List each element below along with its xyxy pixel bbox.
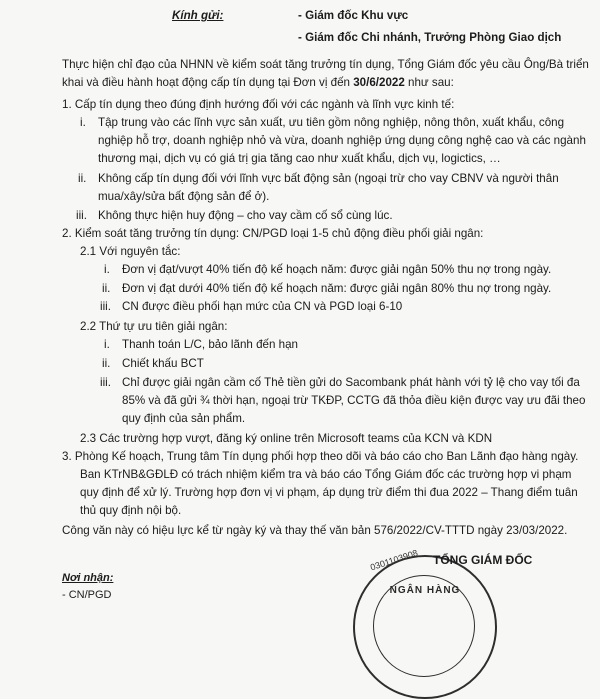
s1-i-line-2: nghiệp hỗ trợ, doanh nghiệp nhỏ và vừa, doanh nghiệp ứng dụng công nghệ cao và các ngành [98, 134, 586, 147]
s22-iii-line-1: Chỉ được giải ngân cầm cố Thẻ tiền gửi do Sacombank phát hành với tỷ lệ cho vay tối đa [122, 376, 580, 389]
recipient-2: - Giám đốc Chi nhánh, Trưởng Phòng Giao dịch [298, 31, 562, 44]
section-1-title: 1. Cấp tín dụng theo đúng định hướng đối với các ngành và lĩnh vực kinh tế: [62, 98, 455, 111]
s1-ii-line-2: mua/xây/sửa bất động sản để ở). [98, 190, 270, 203]
s21-iii: CN được điều phối hạn mức của CN và PGD loại 6-10 [122, 300, 403, 313]
intro-line-1: Thực hiện chỉ đạo của NHNN về kiểm soát tăng trưởng tín dụng, Tổng Giám đốc yêu cầu Ông/Bà triển [62, 58, 589, 71]
closing-line: Công văn này có hiệu lực kể từ ngày ký và thay thế văn bản 576/2022/CV-TTTD ngày 23/03/2022. [62, 524, 568, 537]
s22-title: 2.2 Thứ tự ưu tiên giải ngân: [80, 320, 228, 333]
s22-ii: Chiết khấu BCT [122, 357, 204, 370]
s21-ii-marker: ii. [102, 282, 111, 295]
s21-iii-marker: iii. [100, 300, 111, 313]
s22-iii-marker: iii. [100, 376, 111, 389]
s1-iii-line-1: Không thực hiện huy động – cho vay cầm cố sổ cùng lúc. [98, 209, 393, 222]
seal-code: 0301103908 [369, 547, 420, 573]
company-seal [353, 547, 497, 699]
s21-title: 2.1 Với nguyên tắc: [80, 245, 181, 258]
noi-nhan-label: Nơi nhận: [62, 572, 114, 584]
noi-nhan-item-1: - CN/PGD [62, 589, 112, 601]
recipient-1: - Giám đốc Khu vực [298, 9, 409, 22]
s3-line-4: thủ quy định nội bộ. [80, 504, 182, 517]
s21-i: Đơn vị đạt/vượt 40% tiến độ kế hoạch năm: được giải ngân 50% thu nợ trong ngày. [122, 263, 552, 276]
s3-line-1: 3. Phòng Kế hoạch, Trung tâm Tín dụng phối hợp theo dõi và báo cáo cho Ban Lãnh đạo hàng ngày. [62, 450, 579, 463]
s23-title: 2.3 Các trường hợp vượt, đăng ký online trên Microsoft teams của KCN và KDN [80, 432, 493, 445]
s21-i-marker: i. [104, 263, 110, 276]
s1-i-marker: i. [80, 116, 86, 129]
s1-iii-marker: iii. [76, 209, 87, 222]
s22-ii-marker: ii. [102, 357, 111, 370]
seal-text: NGÂN HÀNG [389, 585, 461, 596]
s1-ii-line-1: Không cấp tín dụng đối với lĩnh vực bất động sản (ngoại trừ cho vay CBNV và người thân [98, 172, 559, 185]
s3-line-3: quy định để xử lý. Trường hợp đơn vị vi phạm, áp dụng trừ điểm thi đua 2022 – Thang điểm tuân [80, 486, 578, 499]
s21-ii: Đơn vị đạt dưới 40% tiến độ kế hoạch năm: được giải ngân 80% thu nợ trong ngày. [122, 282, 552, 295]
section-2-title: 2. Kiểm soát tăng trưởng tín dụng: CN/PGD loại 1-5 chủ động điều phối giải ngân: [62, 227, 484, 240]
s22-i: Thanh toán L/C, bảo lãnh đến hạn [122, 338, 298, 351]
s1-ii-marker: ii. [78, 172, 87, 185]
s1-i-line-1: Tập trung vào các lĩnh vực sản xuất, ưu tiên gồm nông nghiệp, nông thôn, xuất khẩu, công [98, 116, 565, 129]
kinh-gui-label: Kính gửi: [172, 9, 224, 22]
s3-line-2: Ban KTrNB&GĐLĐ có trách nhiệm kiểm tra và báo cáo Tổng Giám đốc các trường hợp vi phạm [80, 468, 572, 481]
s22-iii-line-2: 85% và đã gửi ¾ thời hạn, ngoại trừ TKĐP, CCTG đã thỏa điều kiện được vay ưu đãi theo [122, 394, 586, 407]
deadline-date: 30/6/2022 [353, 76, 405, 89]
intro-line-2: khai và điều hành hoạt động cấp tín dụng tại Đơn vị đến 30/6/2022 như sau: [62, 76, 454, 89]
s1-i-line-3: thương mại, dịch vụ có giá trị gia tăng cao như xuất khẩu, dịch vụ, logictics, … [98, 152, 501, 165]
signature-title: TỔNG GIÁM ĐỐC [433, 553, 533, 567]
s22-iii-line-3: quy định của sản phẩm. [122, 412, 246, 425]
s22-i-marker: i. [104, 338, 110, 351]
